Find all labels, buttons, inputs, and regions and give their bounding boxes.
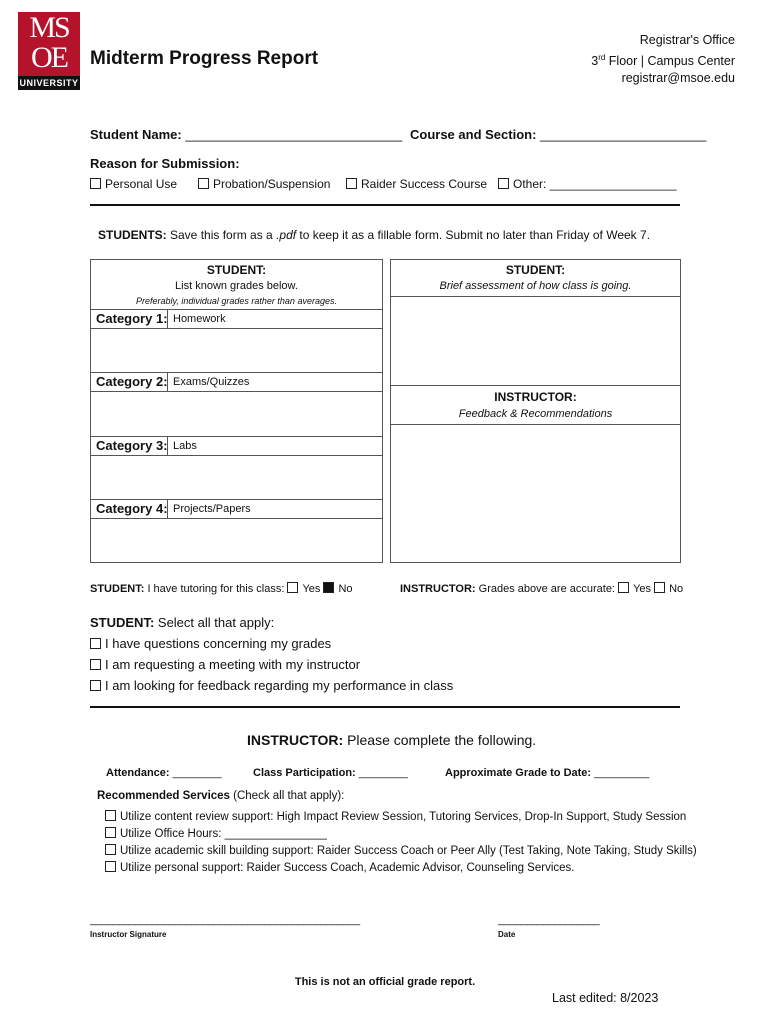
checkbox-icon — [105, 844, 116, 855]
signature-line[interactable]: ________________________________________________ — [90, 914, 360, 926]
select-questions-checkbox[interactable]: I have questions concerning my grades — [90, 636, 331, 651]
service-personal-support-checkbox[interactable]: Utilize personal support: Raider Success Coach, Academic Advisor, Counseling Services. — [105, 861, 574, 874]
checkbox-icon — [105, 861, 116, 872]
right-box-instructor-sub: Feedback & Recommendations — [458, 408, 613, 420]
checkbox-icon — [90, 680, 101, 691]
office-contact — [591, 32, 735, 87]
grades-no-checkbox[interactable]: No — [654, 583, 683, 595]
student-name-field[interactable]: Student Name: ______________________________ — [90, 127, 403, 142]
logo-letters-bottom: OE — [31, 41, 67, 74]
category-row — [91, 309, 382, 329]
checkbox-icon — [618, 582, 629, 593]
reason-other-checkbox[interactable]: Other: ___________________ — [498, 177, 677, 191]
checkbox-icon — [90, 659, 101, 670]
services-heading: Recommended Services (Check all that apply): — [97, 790, 345, 802]
checkbox-icon — [90, 178, 101, 189]
left-box-heading: STUDENT: — [206, 263, 267, 277]
date-line[interactable]: __________________ — [498, 914, 600, 926]
category-value[interactable]: Exams/Quizzes — [167, 373, 249, 391]
category-value[interactable]: Homework — [167, 310, 226, 328]
category-row — [91, 372, 382, 392]
right-box-student-heading: STUDENT: — [505, 263, 566, 277]
office-floor: 3rd Floor | Campus Center — [591, 53, 735, 69]
office-name: Registrar's Office — [639, 33, 735, 47]
category-label: Category 3: — [96, 438, 168, 453]
select-meeting-checkbox[interactable]: I am requesting a meeting with my instructor — [90, 657, 360, 672]
category-value[interactable]: Labs — [167, 437, 197, 455]
divider — [90, 204, 680, 206]
tutoring-question: STUDENT: I have tutoring for this class: Yes No — [90, 583, 353, 595]
left-box-line1: List known grades below. — [175, 280, 298, 292]
category-label: Category 4: — [96, 501, 168, 516]
tutoring-yes-checkbox[interactable]: Yes — [287, 583, 320, 595]
category-grades-area[interactable] — [91, 519, 382, 561]
divider — [90, 706, 680, 708]
reason-raider-checkbox[interactable]: Raider Success Course — [346, 177, 487, 191]
logo-letters-top: MS — [29, 11, 69, 44]
category-label: Category 2: — [96, 374, 168, 389]
checkbox-icon — [287, 582, 298, 593]
students-instruction: STUDENTS: Save this form as a .pdf to keep it as a fillable form. Submit no later than Friday of Week 7. — [98, 228, 651, 242]
reason-personal-checkbox[interactable]: Personal Use — [90, 177, 177, 191]
office-email[interactable]: registrar@msoe.edu — [621, 71, 735, 86]
category-row — [91, 436, 382, 456]
category-row — [91, 499, 382, 519]
checkbox-icon — [346, 178, 357, 189]
reason-label: Reason for Submission: — [90, 156, 240, 171]
right-box-student-sub: Brief assessment of how class is going. — [439, 280, 632, 292]
divider — [391, 385, 680, 386]
checkbox-icon — [198, 178, 209, 189]
right-box-instructor-heading: INSTRUCTOR: — [494, 390, 577, 404]
service-content-review-checkbox[interactable]: Utilize content review support: High Impact Review Session, Tutoring Services, Drop-In Support, Study Session — [105, 810, 686, 823]
signature-label: Instructor Signature — [90, 930, 167, 939]
checkbox-icon — [105, 827, 116, 838]
msoe-logo — [18, 12, 80, 86]
grades-yes-checkbox[interactable]: Yes — [618, 583, 651, 595]
category-grades-area[interactable] — [91, 456, 382, 499]
date-label: Date — [498, 930, 516, 939]
reason-probation-checkbox[interactable]: Probation/Suspension — [198, 177, 330, 191]
last-edited: Last edited: 8/2023 — [552, 991, 659, 1005]
category-grades-area[interactable] — [91, 392, 382, 435]
attendance-field[interactable]: Attendance: ________ — [106, 767, 222, 779]
grades-accurate-question: INSTRUCTOR: Grades above are accurate: Yes No — [400, 583, 684, 595]
tutoring-no-checkbox[interactable]: No — [323, 583, 352, 595]
category-grades-area[interactable] — [91, 329, 382, 372]
category-value[interactable]: Projects/Papers — [167, 500, 251, 518]
student-assessment-area[interactable] — [391, 297, 680, 385]
instructor-feedback-area[interactable] — [391, 425, 680, 561]
service-office-hours-checkbox[interactable]: Utilize Office Hours: ________________ — [105, 827, 327, 840]
instructor-heading: INSTRUCTOR: Please complete the following. — [247, 732, 537, 748]
checkbox-icon — [90, 638, 101, 649]
student-select-heading: STUDENT: Select all that apply: — [90, 615, 275, 630]
footer-notice: This is not an official grade report. — [294, 976, 476, 988]
participation-field[interactable]: Class Participation: ________ — [253, 767, 408, 779]
checkbox-icon — [105, 810, 116, 821]
checkbox-icon — [498, 178, 509, 189]
left-box-line2: Preferably, individual grades rather than averages. — [136, 296, 337, 306]
page-title: Midterm Progress Report — [90, 48, 319, 69]
category-label: Category 1: — [96, 311, 168, 326]
checkbox-checked-icon — [323, 582, 334, 593]
select-feedback-checkbox[interactable]: I am looking for feedback regarding my performance in class — [90, 678, 453, 693]
service-academic-skill-checkbox[interactable]: Utilize academic skill building support: Raider Success Coach or Peer Ally (Test Taking, Note Taking, Study Skills) — [105, 844, 697, 857]
approx-grade-field[interactable]: Approximate Grade to Date: _________ — [445, 767, 650, 779]
logo-university: UNIVERSITY — [19, 78, 79, 88]
course-section-field[interactable]: Course and Section: _______________________ — [410, 127, 707, 142]
checkbox-icon — [654, 582, 665, 593]
